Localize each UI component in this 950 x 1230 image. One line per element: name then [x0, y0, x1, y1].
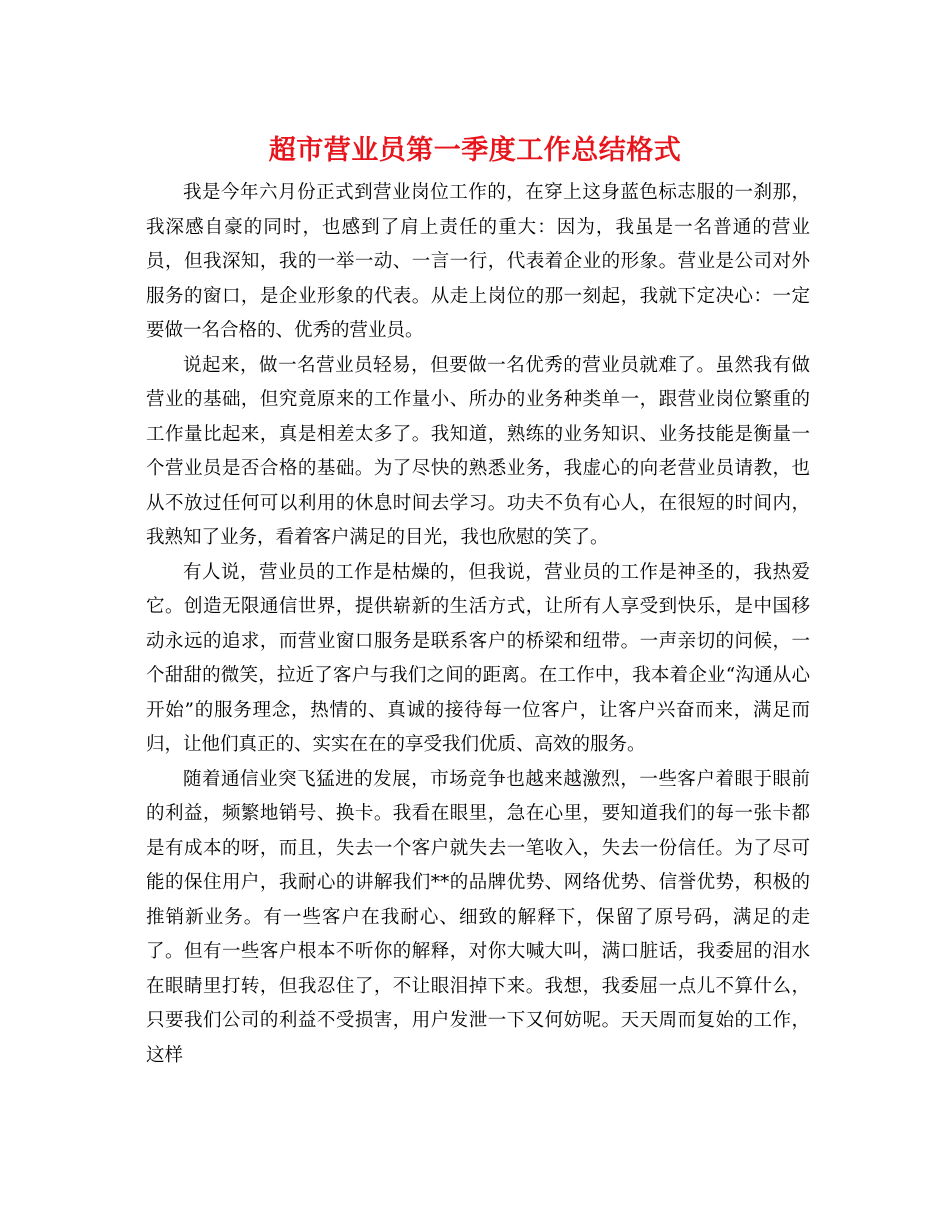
document-title: 超市营业员第一季度工作总结格式	[268, 135, 682, 166]
paragraph-1: 我是今年六月份正式到营业岗位工作的，在穿上这身蓝色标志服的一刹那，我深感自豪的同时，也感到了肩上责任的重大：因为，我虽是一名普通的营业员，但我深知，我的一举一动、一言一行，代表着企业的形象。营业是公司对外服务的窗口，是企业形象的代表。从走上岗位的那一刻起，我就下定决心：一定要做一名合格的、优秀的营业员。	[146, 182, 810, 341]
paragraph-4: 随着通信业突飞猛进的发展，市场竞争也越来越激烈，一些客户着眼于眼前的利益，频繁地销号、换卡。我看在眼里，急在心里，要知道我们的每一张卡都是有成本的呀，而且，失去一个客户就失去一笔收入，失去一份信任。为了尽可能的保住用户，我耐心的讲解我们**的品牌优势、网络优势、信誉优势，积极的推销新业务。有一些客户在我耐心、细致的解释下，保留了原号码，满足的走了。但有一些客户根本不听你的解释，对你大喊大叫，满口脏话，我委屈的泪水在眼睛里打转，但我忍住了，不让眼泪掉下来。我想，我委屈一点儿不算什么，只要我们公司的利益不受损害，用户发泄一下又何妨呢。天天周而复始的工作，这样	[146, 768, 810, 1066]
document-body	[146, 176, 810, 1073]
paragraph-2: 说起来，做一名营业员轻易，但要做一名优秀的营业员就难了。虽然我有做营业的基础，但究竟原来的工作量小、所办的业务种类单一，跟营业岗位繁重的工作量比起来，真是相差太多了。我知道，熟练的业务知识、业务技能是衡量一个营业员是否合格的基础。为了尽快的熟悉业务，我虚心的向老营业员请教，也从不放过任何可以利用的休息时间去学习。功夫不负有心人，在很短的时间内，我熟知了业务，看着客户满足的目光，我也欣慰的笑了。	[146, 354, 810, 548]
paragraph-3: 有人说，营业员的工作是枯燥的，但我说，营业员的工作是神圣的，我热爱它。创造无限通信世界，提供崭新的生活方式，让所有人享受到快乐，是中国移动永远的追求，而营业窗口服务是联系客户的桥梁和纽带。一声亲切的问候，一个甜甜的微笑，拉近了客户与我们之间的距离。在工作中，我本着企业“沟通从心开始”的服务理念，热情的、真诚的接待每一位客户，让客户兴奋而来，满足而归，让他们真正的、实实在在的享受我们优质、高效的服务。	[146, 561, 810, 755]
